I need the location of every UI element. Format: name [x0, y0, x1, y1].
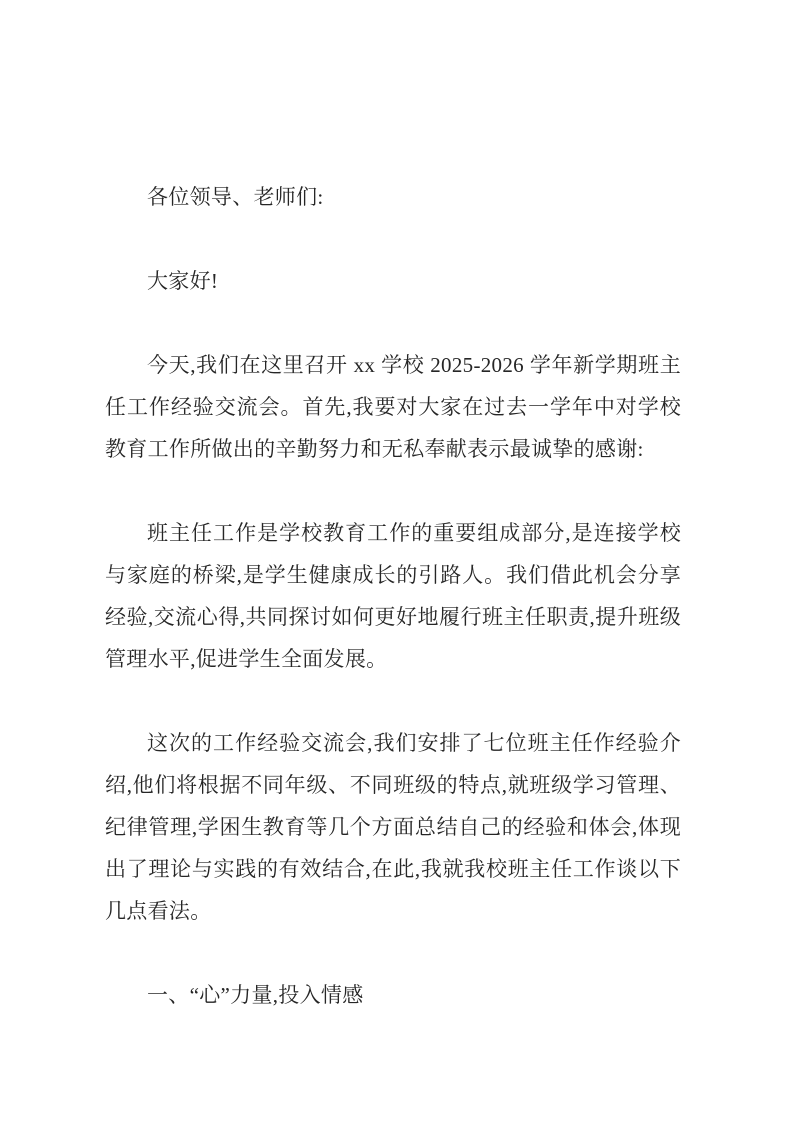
paragraph-opening: 今天,我们在这里召开 xx 学校 2025-2026 学年新学期班主任工作经验交流会。首先,我要对大家在过去一学年中对学校教育工作所做出的辛勤努力和无私奉献表示最诚挚的感谢:	[105, 353, 681, 461]
section-heading-one: 一、“心”力量,投入情感	[147, 983, 364, 1007]
salutation-line: 各位领导、老师们:	[147, 185, 324, 209]
document-content	[105, 176, 681, 1016]
paragraph-meeting-arrangement: 这次的工作经验交流会,我们安排了七位班主任作经验介绍,他们将根据不同年级、不同班级的特点,就班级学习管理、纪律管理,学困生教育等几个方面总结自己的经验和体会,体现出了理论与实践的有效结合,在此,我就我校班主任工作谈以下几点看法。	[105, 731, 681, 923]
paragraph-role-of-head-teacher: 班主任工作是学校教育工作的重要组成部分,是连接学校与家庭的桥梁,是学生健康成长的引路人。我们借此机会分享经验,交流心得,共同探讨如何更好地履行班主任职责,提升班级管理水平,促进学生全面发展。	[105, 521, 681, 671]
greeting-line: 大家好!	[147, 269, 219, 293]
